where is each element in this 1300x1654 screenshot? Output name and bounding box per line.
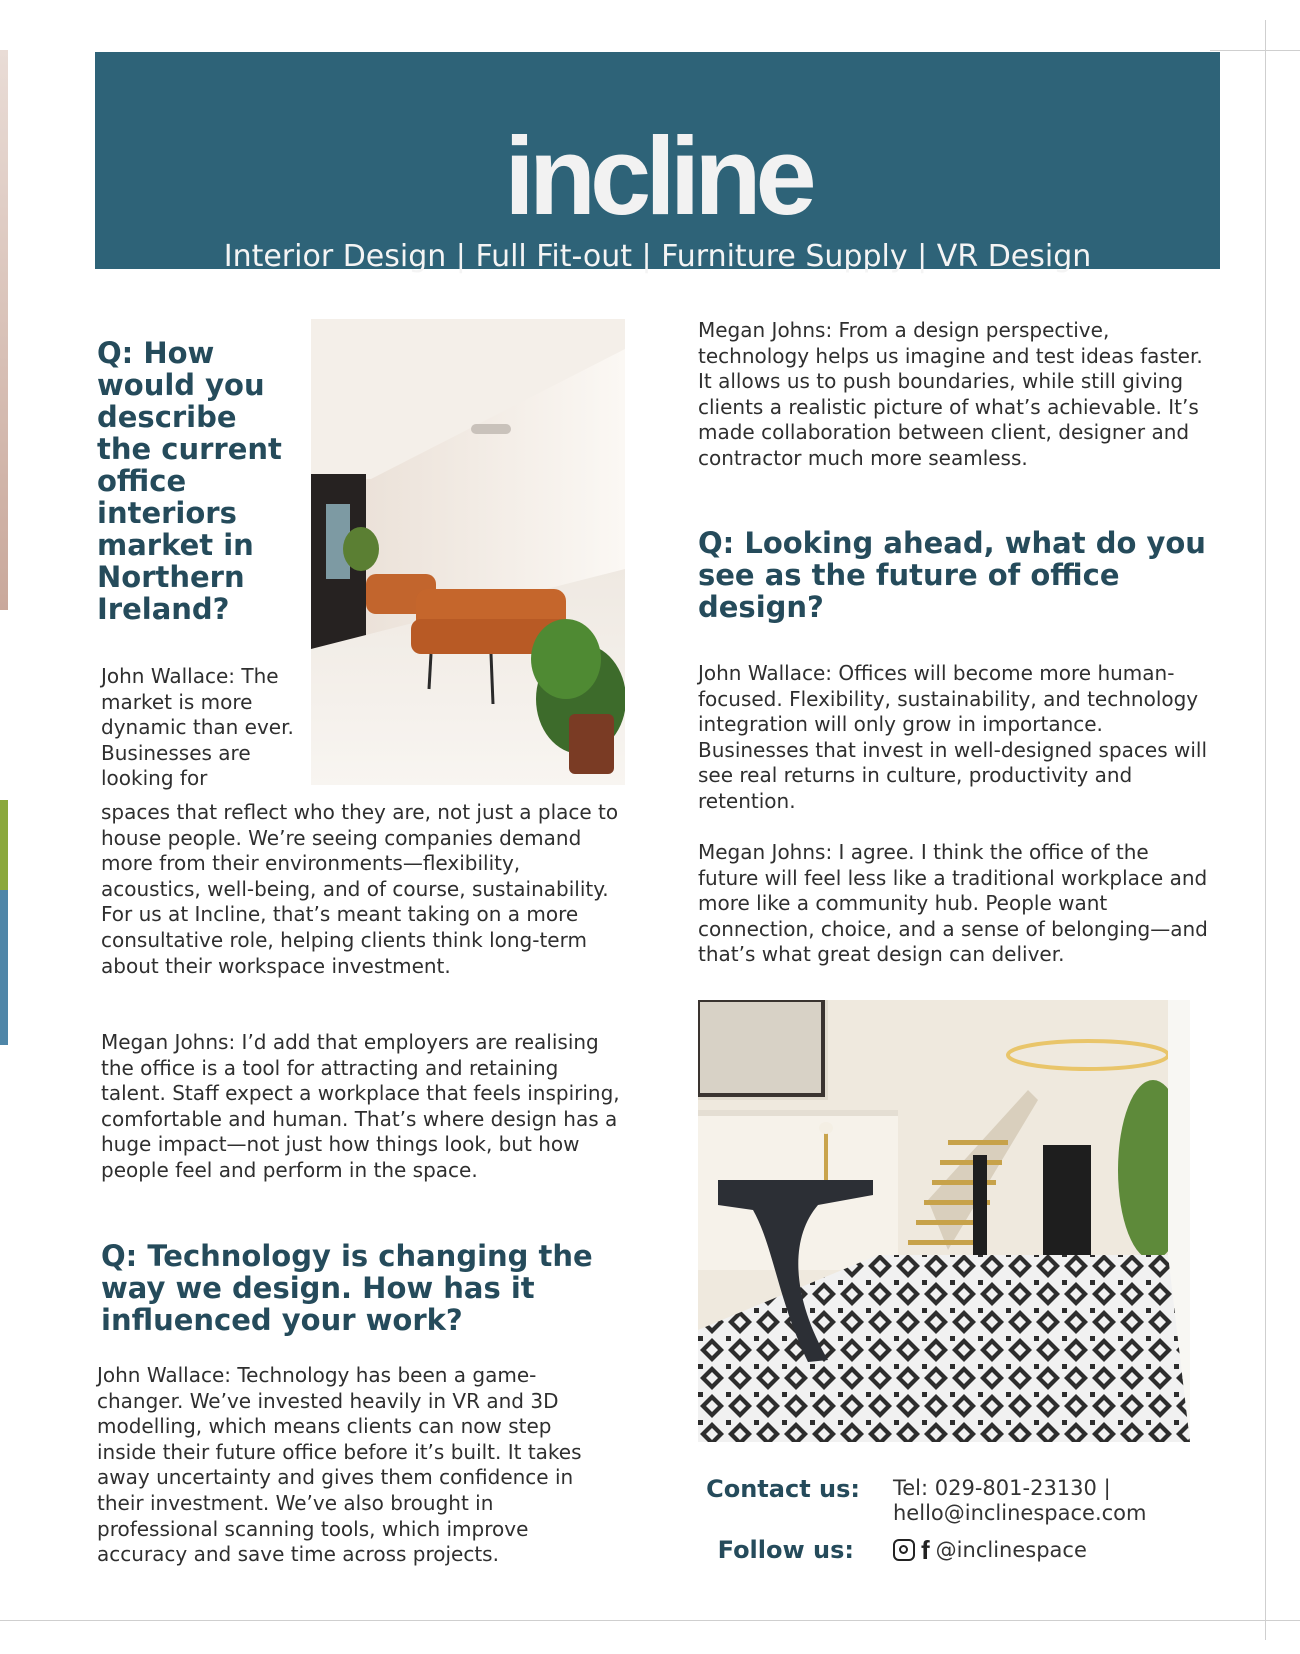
answer-technology-john: John Wallace: Technology has been a game-changer. We’ve invested heavily in VR and 3D modelling, which means clients can now step inside their future office before it’s built. It takes away uncertainty and gives them confidence in their investment. We’ve also brought in professional scanning tools, which improve accuracy and save time across projects. <box>97 1363 582 1567</box>
answer-market-john-part1: John Wallace: The market is more dynamic than ever. Businesses are looking for <box>101 664 294 791</box>
adjacent-page-bleed <box>0 50 8 610</box>
adjacent-page-bleed <box>0 890 8 1045</box>
answer-market-megan: Megan Johns: I’d add that employers are realising the office is a tool for attracting and retaining talent. Staff expect a workplace that feels inspiring, comfortable and human. That’s where design has a huge impact—not just how things look, but how people feel and perform in the space. <box>101 1030 620 1182</box>
header-banner <box>95 52 1220 274</box>
adjacent-page-bleed <box>0 800 8 890</box>
follow-label: Follow us: <box>717 1536 854 1564</box>
services-tagline: Interior Design | Full Fit-out | Furniture Supply | VR Design <box>223 239 1092 274</box>
incline-logo: incline <box>504 115 811 238</box>
trim-line <box>0 1620 1300 1621</box>
answer-future-john: John Wallace: Offices will become more human-focused. Flexibility, sustainability, and technology integration will only grow in importance. Businesses that invest in well-designed spaces will see real returns in culture, productivity and retention. <box>698 661 1208 813</box>
lounge-photo <box>311 319 625 785</box>
answer-technology-megan: Megan Johns: From a design perspective, technology helps us imagine and test ideas faster. It allows us to push boundaries, while still giving clients a realistic picture of what’s achievable. It’s made collaboration between client, designer and contractor much more seamless. <box>698 318 1203 470</box>
answer-future-megan: Megan Johns: I agree. I think the office of the future will feel less like a traditional workplace and more like a community hub. People want connection, choice, and a sense of belonging—and that’s what great design can deliver. <box>698 840 1208 967</box>
facebook-icon[interactable]: f <box>921 1535 930 1565</box>
trim-line <box>1210 50 1300 51</box>
question-market: Q: How would you describe the current office interiors market in Northern Ireland? <box>97 336 282 626</box>
contact-label: Contact us: <box>706 1475 860 1503</box>
contact-details[interactable]: Tel: 029-801-23130 | hello@inclinespace.com <box>893 1476 1147 1525</box>
question-future: Q: Looking ahead, what do you see as the future of office design? <box>698 526 1206 624</box>
social-handle[interactable]: @inclinespace <box>935 1538 1087 1562</box>
instagram-icon[interactable] <box>893 1539 915 1561</box>
question-technology: Q: Technology is changing the way we design. How has it influenced your work? <box>101 1239 593 1337</box>
social-links <box>893 1536 1087 1564</box>
hallway-staircase-photo <box>698 1000 1190 1442</box>
trim-line <box>1265 20 1266 1640</box>
answer-market-john-part2: spaces that reflect who they are, not just a place to house people. We’re seeing companies demand more from their environments—flexibility, acoustics, well-being, and of course, sustainability. For us at Incline, that’s meant taking on a more consultative role, helping clients think long-term about their workspace investment. <box>101 800 619 978</box>
